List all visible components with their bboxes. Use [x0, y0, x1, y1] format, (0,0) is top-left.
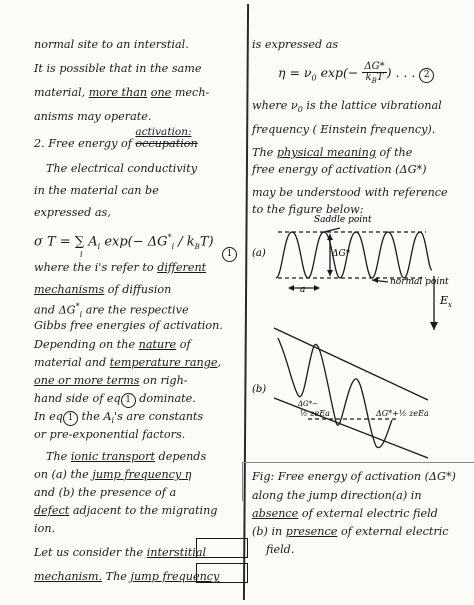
text: k: [365, 72, 372, 83]
underlined-text: one: [150, 86, 172, 99]
label-ex: $E_x$: [440, 294, 452, 309]
numerator: ΔG*: [364, 61, 385, 72]
line-frequency: [252, 124, 435, 135]
eq2-fraction: [362, 62, 386, 85]
caption-line-2: [252, 490, 422, 501]
text: to the figure below:: [252, 203, 364, 216]
text: may be understood with reference: [252, 186, 448, 199]
label-right: ΔG*+½ zeEa: [376, 409, 429, 418]
line-mechanisms: [34, 284, 171, 295]
underlined-text: one or more terms: [34, 374, 140, 387]
underlined-text: different: [157, 261, 207, 274]
wave-curve-b: [278, 338, 392, 448]
wave-curve-a: [276, 232, 432, 278]
text: Fig:: [252, 470, 278, 483]
line-anisms: [34, 111, 151, 122]
eq-T: T): [199, 234, 214, 250]
line-defect: [34, 505, 217, 516]
denominator: [362, 73, 386, 85]
eq1-number: [222, 247, 237, 262]
sub: i: [111, 416, 115, 426]
line-ion: [34, 523, 55, 534]
line-conductivity: [46, 163, 197, 174]
line-hand-side: [34, 393, 196, 408]
line-physical: [252, 147, 412, 158]
line-temperature: [34, 357, 221, 368]
line-expressed: [34, 207, 111, 218]
text: exp(−: [316, 65, 359, 80]
text: mech-: [171, 86, 210, 99]
text: of external electric: [337, 525, 449, 538]
line-normal-site: [34, 39, 189, 50]
line-free-energy: [252, 164, 426, 175]
underlined-text: jump frequency: [130, 570, 220, 583]
eq-lhs: σ T = ∑ A: [34, 234, 98, 250]
text: T: [376, 72, 384, 83]
label-left: ½ zeEa: [300, 409, 330, 418]
underlined-text: physical meaning: [276, 146, 376, 159]
text: in the material can be: [34, 184, 159, 197]
text: adjacent to the migrating: [69, 504, 218, 517]
text: in: [407, 489, 422, 502]
text: of diffusion: [104, 283, 172, 296]
text: and (b) the presence of a: [34, 486, 177, 499]
underlined-text: presence: [285, 525, 338, 538]
text: are the respective: [82, 303, 189, 317]
line-where-is: [34, 262, 206, 273]
heading-text: 2. Free energy of: [34, 137, 136, 150]
eq-star: *: [167, 233, 172, 242]
text: is the lattice vibrational: [302, 99, 442, 112]
eq-circle: 1: [121, 393, 136, 408]
text: i: [80, 250, 83, 259]
text: and ΔG: [34, 303, 76, 317]
line-depending: [34, 339, 191, 350]
line-where-nu: [252, 100, 442, 114]
eq-sub: i: [97, 241, 101, 251]
text: anisms may operate.: [34, 110, 152, 123]
line-in-eq1: [34, 411, 203, 426]
text: Gibbs free energies of activation.: [34, 319, 223, 332]
eq-circle: 2: [419, 68, 434, 83]
jump-freq-box: [196, 563, 248, 583]
text: or pre-exponential factors.: [34, 428, 186, 441]
struck-text: occupation: [135, 137, 198, 150]
line-jump-freq: [34, 469, 192, 480]
text: Free energy of activation (ΔG*): [277, 470, 456, 483]
label-dg: ΔG*: [332, 249, 351, 259]
tilt-line-upper: [274, 328, 428, 400]
equation-2: [278, 62, 434, 85]
line-material: [34, 87, 209, 98]
caption-line-1: [252, 471, 456, 482]
text: expressed as,: [34, 206, 111, 219]
text: ion.: [34, 522, 56, 535]
text: field.: [266, 543, 295, 556]
underlined-text: ionic transport: [70, 450, 155, 463]
text: The: [46, 450, 71, 463]
text: the A: [77, 410, 112, 423]
line-gibbs: [34, 320, 223, 331]
text: of external electric field: [298, 507, 438, 520]
underlined-text: nature: [138, 338, 177, 351]
line-possible: [34, 63, 202, 74]
line-one-or-more: [34, 375, 188, 386]
underlined-text: absence: [252, 507, 299, 520]
line-may-be: [252, 187, 448, 198]
eq1-sum-index: [80, 251, 83, 259]
label-normal: normal point: [390, 277, 449, 287]
text: frequency ( Einstein frequency).: [252, 123, 436, 136]
text: The electrical conductivity: [46, 162, 198, 175]
text: on (a) the: [34, 468, 93, 481]
text: of the: [376, 146, 413, 159]
text: material and: [34, 356, 110, 369]
text: normal site to an interstial.: [34, 38, 189, 51]
underlined-text: jump frequency: [92, 468, 182, 481]
underlined-text: mechanism.: [34, 570, 103, 583]
line-and-b: [34, 487, 176, 498]
text: ,: [217, 356, 222, 369]
star: *: [75, 302, 80, 311]
text: hand side of eq: [34, 392, 121, 405]
sub: B: [371, 77, 377, 85]
line-ionic: [46, 451, 206, 462]
text: free energy of activation (ΔG*): [252, 163, 427, 176]
eq-k: / k: [174, 234, 195, 250]
text: depends: [154, 450, 207, 463]
text: dominate.: [135, 392, 196, 405]
line-and-dg: [34, 303, 189, 319]
text: The: [252, 146, 277, 159]
eq-circle: 1: [222, 247, 237, 262]
text: on righ-: [139, 374, 188, 387]
text: The: [102, 570, 131, 583]
text: is expressed as: [252, 38, 339, 51]
text: Let us consider the: [34, 546, 147, 559]
underlined-text: more than: [88, 86, 148, 99]
eq-circle: 1: [63, 411, 78, 426]
text: (a): [391, 489, 408, 502]
line-in-material: [34, 185, 159, 196]
label-saddle: Saddle point: [314, 215, 372, 225]
caption-line-5: [266, 544, 294, 555]
text: ) . . .: [386, 65, 416, 80]
text: 's are constants: [114, 410, 204, 423]
label-b: (b): [252, 384, 267, 395]
line-let-us: [34, 547, 206, 558]
underlined-text: mechanisms: [34, 283, 105, 296]
eq-lhs: η = ν: [278, 65, 312, 80]
label-left-top: ΔG*−: [298, 400, 319, 408]
sub: i: [79, 309, 83, 319]
eta-symbol: η: [181, 468, 192, 481]
text: It is possible that in the same: [34, 62, 202, 75]
sub: 0: [311, 73, 317, 83]
text: of: [176, 338, 191, 351]
text: material,: [34, 86, 89, 99]
label-a: (a): [252, 248, 266, 259]
label-a-span: a: [300, 285, 306, 295]
text: In eq: [34, 410, 63, 423]
caption-line-4: [252, 526, 449, 537]
heading-insert: activation:: [135, 126, 192, 138]
section-heading-2: [34, 126, 198, 150]
line-mechanism: [34, 571, 219, 582]
interstitial-box: [196, 538, 248, 558]
sub: 0: [297, 105, 303, 115]
underlined-text: interstitial: [146, 546, 207, 559]
text: Depending on the: [34, 338, 139, 351]
text: where ν: [252, 99, 298, 112]
caption-line-3: [252, 508, 438, 519]
eq-i: i: [171, 241, 175, 251]
underlined-text: temperature range: [109, 356, 218, 369]
underlined-text: defect: [34, 504, 70, 517]
activation-energy-figure: [248, 210, 474, 460]
text: (b) in: [252, 525, 286, 538]
line-pre-exp: [34, 429, 185, 440]
line-is-expressed: [252, 39, 338, 50]
equation-1: σ T = ∑ $A_i$ $\exp(- \Delta G^*_i / k_BT)$: [34, 233, 214, 251]
text: where the i's refer to: [34, 261, 158, 274]
text: along the jump direction: [252, 489, 392, 502]
eq-exp: exp(− ΔG: [100, 234, 168, 250]
